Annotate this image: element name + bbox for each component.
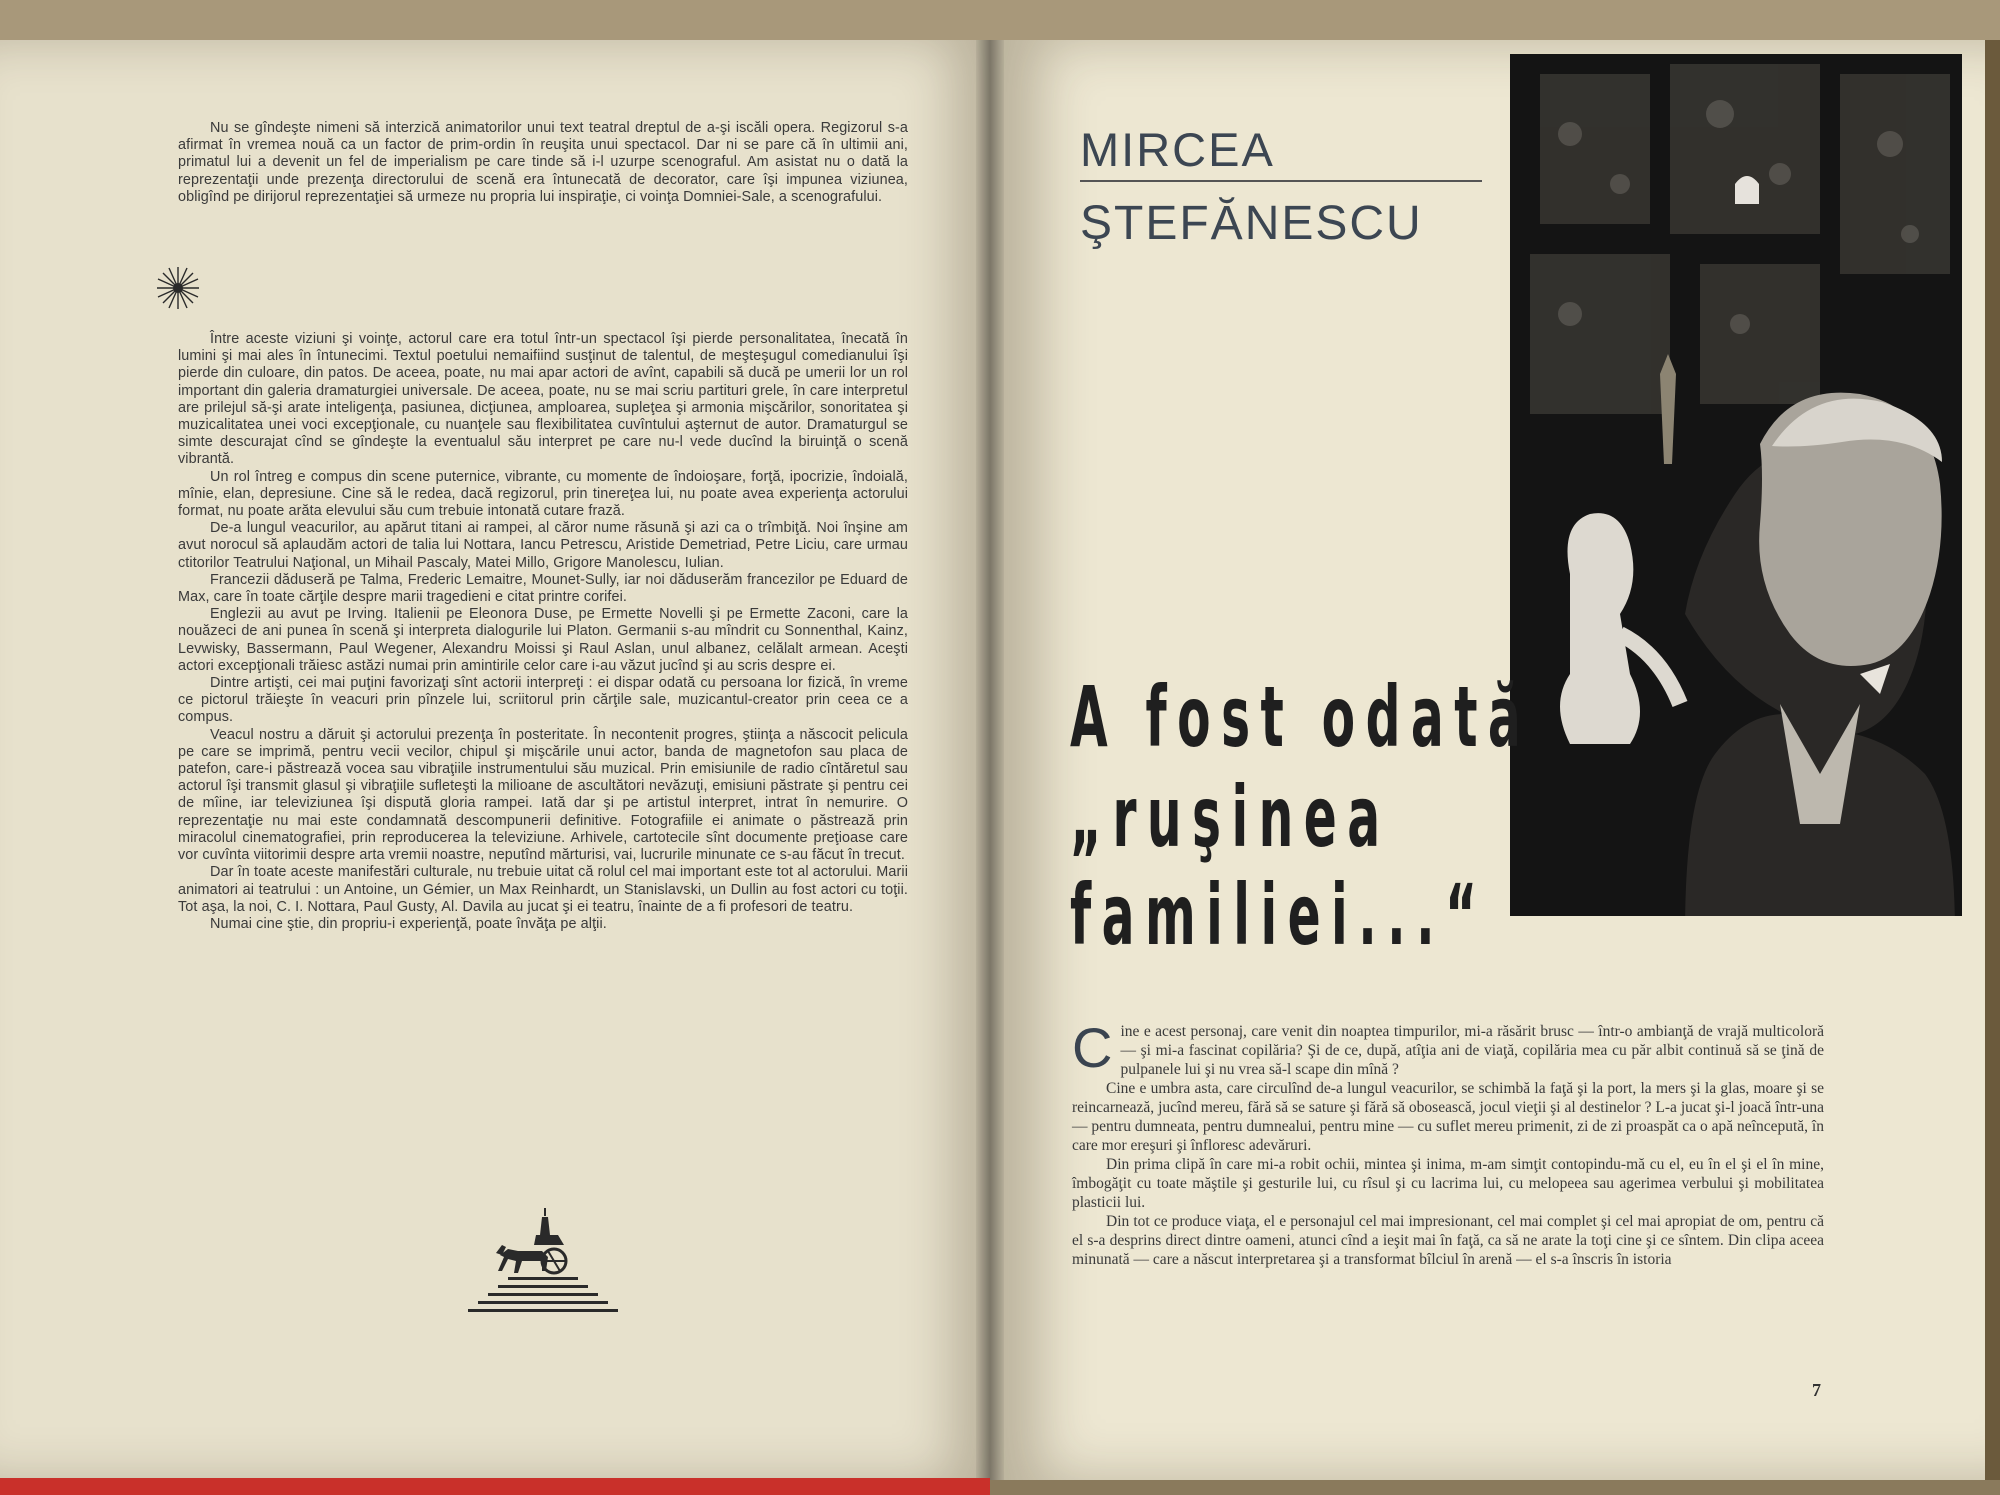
left-main-text [178, 331, 908, 933]
book-gutter [976, 40, 1004, 1480]
left-paragraph: Veacul nostru a dăruit şi actorului prezenţa în posteritate. În necontenit progres, ştiinţa a născocit pelicula pe care se imprimă, pentru vecii vecilor, chipul şi mişcările unui actor, banda de magnetofon sau placa de patefon, care-i păstrează vocea sau vibraţiile instrumentului său muzical. Prin emisiunile de radio cîntăretul sau actorul îşi transmit glasul şi vibraţiile sufleteşti la milioane de ascultători nevăzuţi, emisiuni păstrate şi pentru cei de mîine, iar televiziunea îşi dispută gloria rampei. Iată dar şi pe artistul interpret, intrat în nemurire. O reprezentaţie nu mai este condamnată descompunerii definitive. Fotografiile ei animate o păstrează prin miracolul cinematografiei, prin reproducerea la televiziune. Arhivele, cartotecile sînt documente preţioase care vor cuvînta viitorimii despre arta vremii noastre, neputînd mărturisi, vai, lucrurile minunate ce s-au făcut în trecut. [178, 726, 908, 864]
right-cover-edge [1985, 40, 2000, 1480]
page-number: 7 [1812, 1380, 1821, 1400]
headline-line-2: „ruşinea [1070, 768, 1391, 866]
right-paragraph: Din prima clipă în care mi-a robit ochii, mintea şi inima, m-am simţit contopindu-mă cu el, eu în el şi el în mine, îmbogăţit cu toate măştile şi gesturile lui, cu rîsul şi cu lacrima lui, cu melopeea sau agerimea verbului şi mobilitatea plasticii lui. [1072, 1156, 1824, 1211]
left-paragraph: Un rol întreg e compus din scene puternice, vibrante, cu momente de îndoioşare, forţă, ipocrizie, îndoială, mînie, elan, depresiune. Cine să le redea, dacă regizorul, prin tinereţea lui, nu poate avea experienţa actorului format, nu poate arăta elevului său cum trebuie intonată cutare frază. [178, 468, 908, 520]
left-paragraph: Dintre artişti, cei mai puţini favorizaţi sînt actorii interpreţi : ei dispar odată cu persoana lor fizică, în vreme ce pictorul trăieşte în veacuri prin pînzele lui, scriitorul prin cărţile sale, muzicantul-creator prin ceea ce a compus. [178, 675, 908, 726]
portrait-photograph-icon [1510, 54, 1962, 916]
right-first-paragraph [1072, 1016, 1824, 1079]
left-paragraph: De-a lungul veacurilor, au apărut titani ai rampei, al căror nume răsună şi azi ca o trîmbiţă. Noi înşine am avut norocul să aplaudăm actori de talia lui Nottara, Iancu Petrescu, Aristide Demetriad, Petre Liciu, care urmau ctitorilor Teatrului Naţional, un Mihail Pascaly, Matei Millo, Grigore Manolescu, Iulian. [178, 520, 908, 571]
left-paragraph: Francezii dăduseră pe Talma, Frederic Lemaitre, Mounet-Sully, iar noi dăduserăm francezilor pe Eduard de Max, care în toate cărţile despre marii tragedieni e citat printre corifei. [178, 571, 908, 606]
left-paragraph: Englezii au avut pe Irving. Italienii pe Eleonora Duse, pe Ermette Novelli şi pe Ermette Zaconi, care la nouăzeci de ani punea în scenă şi interpreta dialogurile lui Platon. Germanii s-au mîndrit cu Sonnenthal, Kainz, Levwisky, Bassermann, Paul Wegener, Alexandru Moissi şi Raul Aslan, unul albanez, celălalt armean. Aceşti actori excepţionali trăiesc astăzi numai prin amintirile celor care i-au văzut jucînd şi au scris despre ei. [178, 606, 908, 674]
title-divider [1080, 180, 1482, 182]
headline-line-1: A fost odată [1070, 668, 1532, 766]
author-last-name: ŞTEFĂNESCU [1080, 197, 1423, 250]
left-paragraph: Numai cine ştie, din propriu-i experienţă, poate învăţa pe alţii. [210, 915, 607, 932]
right-paragraph: Cine e umbra asta, care circulînd de-a lungul veacurilor, se schimbă la faţă şi la port, la mers şi la glas, moare şi se reincarnează, jucînd mereu, fără să se sature şi fără să obosească, jocul vieţii şi al destinelor ? L-a jucat şi-l joacă într-una — pentru dumneata, pentru dumnealui, pentru mine — cu suflet mereu primenit, zi de zi proaspăt ca o apă neîncepută, în care mor ereşuri şi înfloresc adevăruri. [1072, 1080, 1824, 1154]
left-paragraph: Dar în toate aceste manifestări culturale, nu trebuie uitat că rolul cel mai important este tot al actorului. Marii animatori ai teatrului : un Antoine, un Gémier, un Max Reinhardt, un Stanislavski, un Dullin au fost actori cu toţii. Tot aşa, la noi, C. I. Nottara, Paul Gusty, Al. Davila au jucat şi ei teatru, înainte de a fi profesori de teatru. [178, 864, 908, 915]
quadriga-chariot-emblem-icon [448, 1205, 648, 1325]
intro-paragraph: Nu se gîndeşte nimeni să interzică animatorilor unui text teatral dreptul de a-şi iscăli opera. Regizorul s-a afirmat în vremea nouă ca un factor de prim-ordin în reuşita unui spectacol. Dar ni se pare că în ultimii ani, primatul lui a devenit un fel de imperialism pe care tinde să i-l uzurpe scenograful. Am asistat nu o dată la reprezentaţii unde prezenţa directorului de scenă era întunecată de decorator, care îşi impunea viziunea, obligînd pe dirijorul reprezentaţiei să urmeze nu propria lui inspiraţie, ci voinţa Domniei-Sale, a scenografului. [178, 120, 908, 205]
drop-cap: C [1072, 1016, 1113, 1079]
author-first-name: MIRCEA [1080, 123, 1275, 176]
red-cover-edge [0, 1478, 990, 1495]
headline-line-3: familiei...“ [1070, 866, 1488, 964]
left-paragraph: Între aceste viziuni şi voinţe, actorul care era totul într-un spectacol îşi pierde personalitatea, înecată în lumini şi mai ales în întunecimi. Textul poetului nemaifiind susţinut de talentul, de meşteşugul comedianului îşi pierde din culoare, din patos. De aceea, poate, nu mai apar actori de avînt, capabili să ducă pe umerii lor un rol important din galeria dramaturgiei universale. De aceea, poate, nu se mai scriu partituri grele, în care interpretul are prilejul să-şi arate inteligenţa, pasiunea, dicţiunea, amploarea, supleţea şi armonia mişcărilor, sonoritatea şi muzicalitatea unei voci excepţionale, cu nuanţele sau flexibilitatea cuvîntului aşternut de autor. Dramaturgul se simte descurajat cînd se gîndeşte la eventualul său interpret pe care nu-l vede ducînd la biruinţă o scenă vibrantă. [178, 331, 908, 468]
sunburst-ornament-icon [155, 265, 201, 311]
right-paragraph: Din tot ce produce viaţa, el e personajul cel mai impresionant, cel mai complet şi cel mai apropiat de om, pentru că el s-a desprins direct dintre oameni, atunci cînd a ieşit mai în faţă, ca să ne arate la toţi cine şi ce sîntem. Din clipa aceea minunată — care a născut interpretarea şi a transformat bîlciul în arenă — el s-a înscris în istoria [1072, 1213, 1824, 1268]
first-paragraph-text: ine e acest personaj, care venit din noaptea timpurilor, mi-a răsărit brusc — într-o ambianţă de vrajă multicoloră — şi mi-a fascinat copilăria? Şi de ce, după, atîţia ani de viaţă, copilăria mea cu păr albit continuă să se ţină de pulpanele lui şi nu vrea să-l scape din mînă ? [1120, 1023, 1824, 1078]
cover-top-edge [0, 0, 2000, 42]
right-main-text [1072, 1016, 1824, 1269]
left-intro-text [178, 120, 908, 206]
